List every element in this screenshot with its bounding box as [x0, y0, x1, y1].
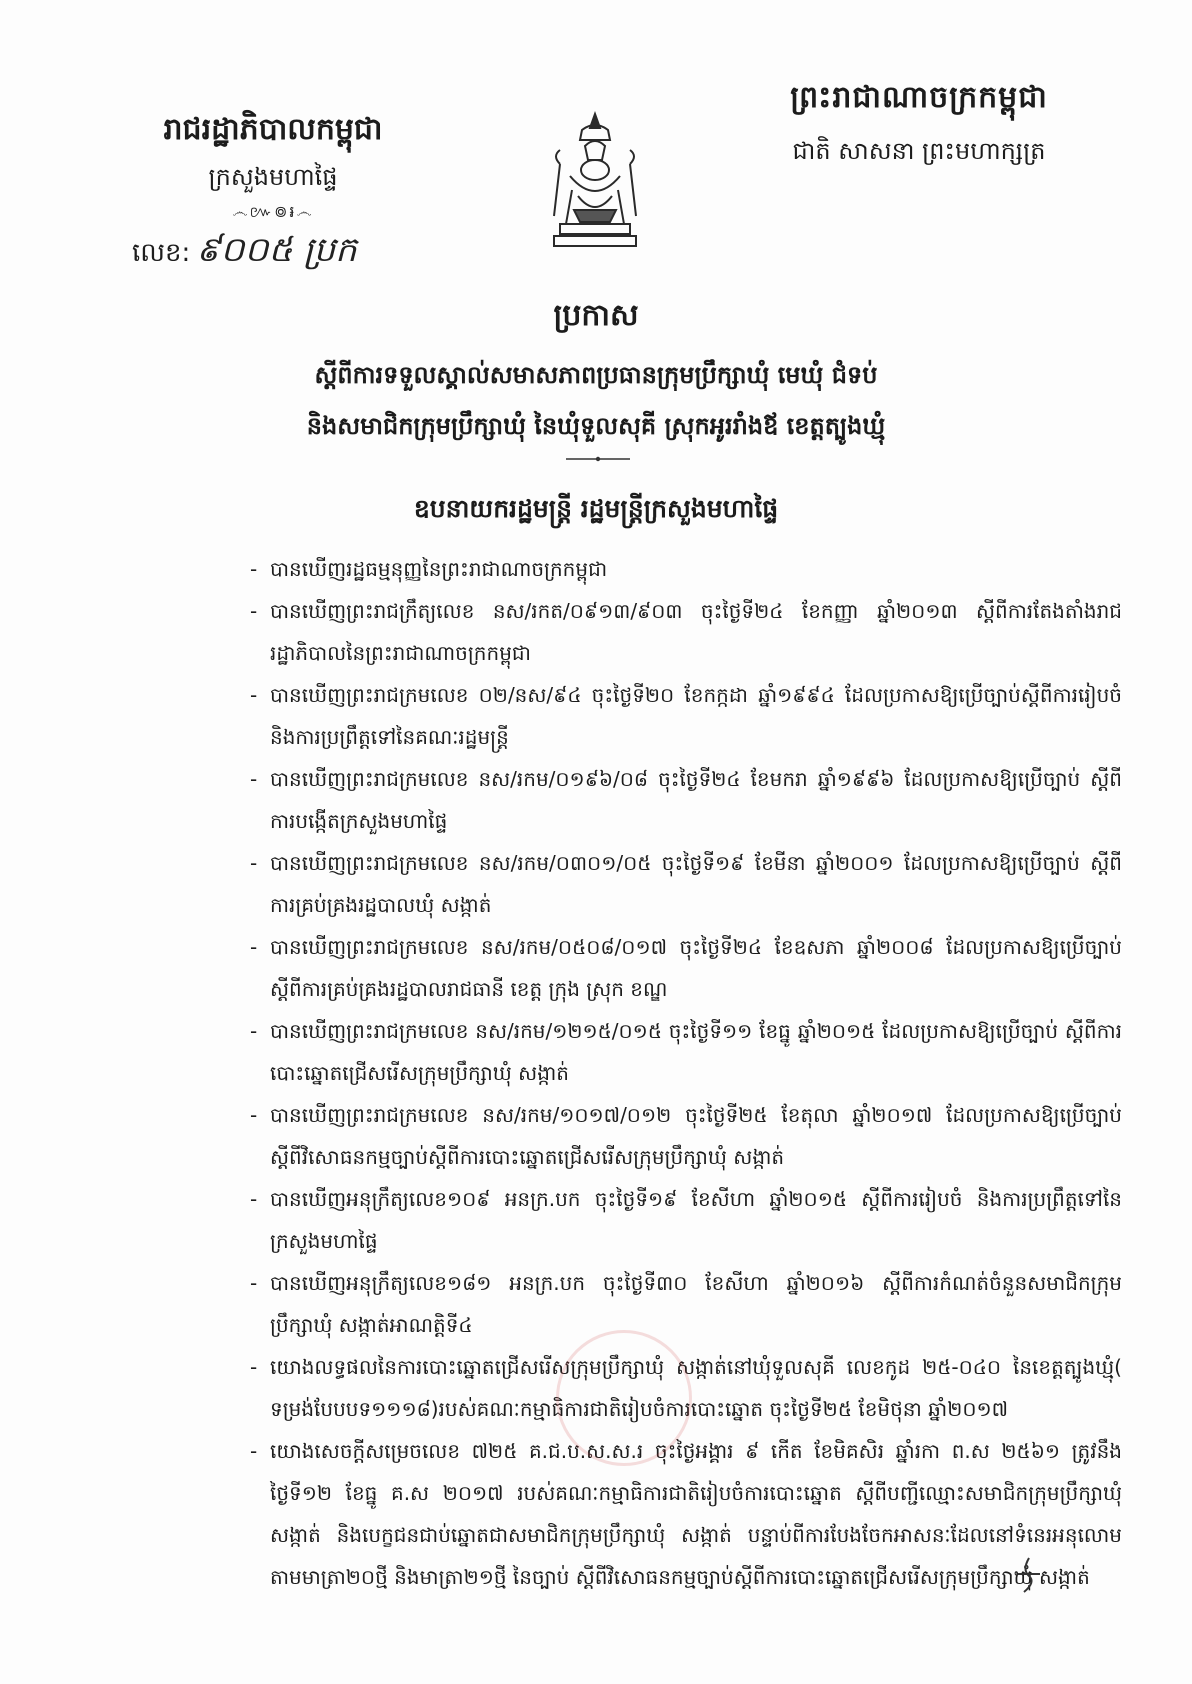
considerations-list — [250, 548, 1122, 1598]
document-title — [0, 296, 1192, 446]
divider-ornament — [566, 456, 630, 462]
national-motto: ជាតិ សាសនា ព្រះមហាក្សត្រ — [792, 137, 1046, 165]
ministry-name: ក្រសួងមហាផ្ទៃ — [208, 163, 338, 191]
ministry-header — [108, 110, 438, 225]
coat-of-arms-icon — [530, 106, 660, 256]
government-name: រាជរដ្ឋាភិបាលកម្ពុជា — [163, 112, 383, 147]
list-item: - បានឃើញព្រះរាជក្រមលេខ នស/រកម/១០១៧/០១២ ចុះថ្ងៃទី២៥ ខែតុលា ឆ្នាំ២០១៧ ដែលប្រកាសឱ្យប្រើច្បាប់ ស្ដីពីវិសោធនកម្មច្បាប់ស្ដីពីការបោះឆ្នោតជ្រើសរើសក្រុមប្រឹក្សាឃុំ សង្កាត់ — [250, 1094, 1122, 1178]
subject-line-1: ស្ដីពីការទទួលស្គាល់សមាសភាពប្រធានក្រុមប្រឹក្សាឃុំ មេឃុំ ជំទប់ — [314, 360, 878, 389]
list-item: - យោងលទ្ធផលនៃការបោះឆ្នោតជ្រើសរើសក្រុមប្រឹក្សាឃុំ សង្កាត់នៅឃុំទួលសុគី លេខកូដ ២៥-០៤០ នៃខេត្តត្បូងឃ្មុំ( ទម្រង់បែបបទ១១១៨)របស់គណៈកម្មាធិការជាតិរៀបចំការបោះឆ្នោត ចុះថ្ងៃទី២៥ ខែមិថុនា ឆ្នាំ២០១៧ — [250, 1346, 1122, 1430]
ornament: ෴៚៙៛෴ — [232, 202, 314, 221]
initial-mark-icon — [1012, 1556, 1046, 1596]
list-item: - បានឃើញព្រះរាជក្រមលេខ នស/រកម/០១៩៦/០៨ ចុះថ្ងៃទី២៤ ខែមករា ឆ្នាំ១៩៩៦ ដែលប្រកាសឱ្យប្រើច្បាប់ ស្ដីពីការបង្កើតក្រសួងមហាផ្ទៃ — [250, 758, 1122, 842]
list-item: - បានឃើញព្រះរាជក្រមលេខ ០២/នស/៩៤ ចុះថ្ងៃទី២០ ខែកក្កដា ឆ្នាំ១៩៩៤ ដែលប្រកាសឱ្យប្រើច្បាប់ស្ដីពីការរៀបចំ និងការប្រព្រឹត្តទៅនៃគណៈរដ្ឋមន្ត្រី — [250, 674, 1122, 758]
list-item: - បានឃើញអនុក្រឹត្យលេខ១៨១ អនក្រ.បក ចុះថ្ងៃទី៣០ ខែសីហា ឆ្នាំ២០១៦ ស្ដីពីការកំណត់ចំនួនសមាជិកក្រុមប្រឹក្សាឃុំ សង្កាត់អាណត្តិទី៤ — [250, 1262, 1122, 1346]
subject-line-2: និងសមាជិកក្រុមប្រឹក្សាឃុំ នៃឃុំទួលសុគី ស្រុកអូររាំងឪ ខេត្តត្បូងឃ្មុំ — [306, 411, 886, 440]
list-item: - បានឃើញអនុក្រឹត្យលេខ១០៩ អនក្រ.បក ចុះថ្ងៃទី១៩ ខែសីហា ឆ្នាំ២០១៥ ស្ដីពីការរៀបចំ និងការប្រព្រឹត្តទៅនៃក្រសួងមហាផ្ទៃ — [250, 1178, 1122, 1262]
list-item: - យោងសេចក្ដីសម្រេចលេខ ៧២៥ គ.ជ.ប.ស.ស.រ ចុះថ្ងៃអង្គារ ៩ កើត ខែមិគសិរ ឆ្នាំរកា ព.ស ២៥៦១ ត្រូវនឹងថ្ងៃទី១២ ខែធ្នូ គ.ស ២០១៧ របស់គណៈកម្មាធិការជាតិរៀបចំការបោះឆ្នោត ស្ដីពីបញ្ជីឈ្មោះសមាជិកក្រុមប្រឹក្សាឃុំ សង្កាត់ និងបេក្ខជនជាប់ឆ្នោតជាសមាជិកក្រុមប្រឹក្សាឃុំ សង្កាត់ បន្ទាប់ពីការបែងចែកអាសនៈដែលនៅទំនេរអនុលោមតាមមាត្រា២០ថ្មី និងមាត្រា២១ថ្មី នៃច្បាប់ ស្ដីពីវិសោធនកម្មច្បាប់ស្ដីពីការបោះឆ្នោតជ្រើសរើសក្រុមប្រឹក្សាឃុំ សង្កាត់ — [250, 1430, 1122, 1598]
reference-number — [132, 228, 357, 278]
kingdom-header — [764, 78, 1074, 171]
reference-label: លេខ: — [132, 238, 191, 268]
document-type: ប្រកាស — [553, 298, 639, 333]
list-item: - បានឃើញព្រះរាជក្រមលេខ នស/រកម/១២១៥/០១៥ ចុះថ្ងៃទី១១ ខែធ្នូ ឆ្នាំ២០១៥ ដែលប្រកាសឱ្យប្រើច្បាប់ ស្ដីពីការបោះឆ្នោតជ្រើសរើសក្រុមប្រឹក្សាឃុំ សង្កាត់ — [250, 1010, 1122, 1094]
faint-stamp — [556, 1330, 692, 1466]
kingdom-name: ព្រះរាជាណាចក្រកម្ពុជា — [790, 80, 1048, 115]
list-item: - បានឃើញព្រះរាជក្រមលេខ នស/រកម/០៥០៨/០១៧ ចុះថ្ងៃទី២៤ ខែឧសភា ឆ្នាំ២០០៨ ដែលប្រកាសឱ្យប្រើច្បាប់ ស្ដីពីការគ្រប់គ្រងរដ្ឋបាលរាជធានី ខេត្ត ក្រុង ស្រុក ខណ្ឌ — [250, 926, 1122, 1010]
reference-value: ៩០០៥ ប្រក — [196, 230, 357, 270]
list-item: - បានឃើញព្រះរាជក្រមលេខ នស/រកម/០៣០១/០៥ ចុះថ្ងៃទី១៩ ខែមីនា ឆ្នាំ២០០១ ដែលប្រកាសឱ្យប្រើច្បាប់ ស្ដីពីការគ្រប់គ្រងរដ្ឋបាលឃុំ សង្កាត់ — [250, 842, 1122, 926]
list-item: - បានឃើញព្រះរាជក្រឹត្យលេខ នស/រកត/០៩១៣/៩០៣ ចុះថ្ងៃទី២៤ ខែកញ្ញា ឆ្នាំ២០១៣ ស្ដីពីការតែងតាំងរាជរដ្ឋាភិបាលនៃព្រះរាជាណាចក្រកម្ពុជា — [250, 590, 1122, 674]
list-item: - បានឃើញរដ្ឋធម្មនុញ្ញនៃព្រះរាជាណាចក្រកម្ពុជា — [250, 548, 1122, 590]
issuing-authority: ឧបនាយករដ្ឋមន្ត្រី រដ្ឋមន្ត្រីក្រសួងមហាផ្ទៃ — [413, 494, 779, 523]
